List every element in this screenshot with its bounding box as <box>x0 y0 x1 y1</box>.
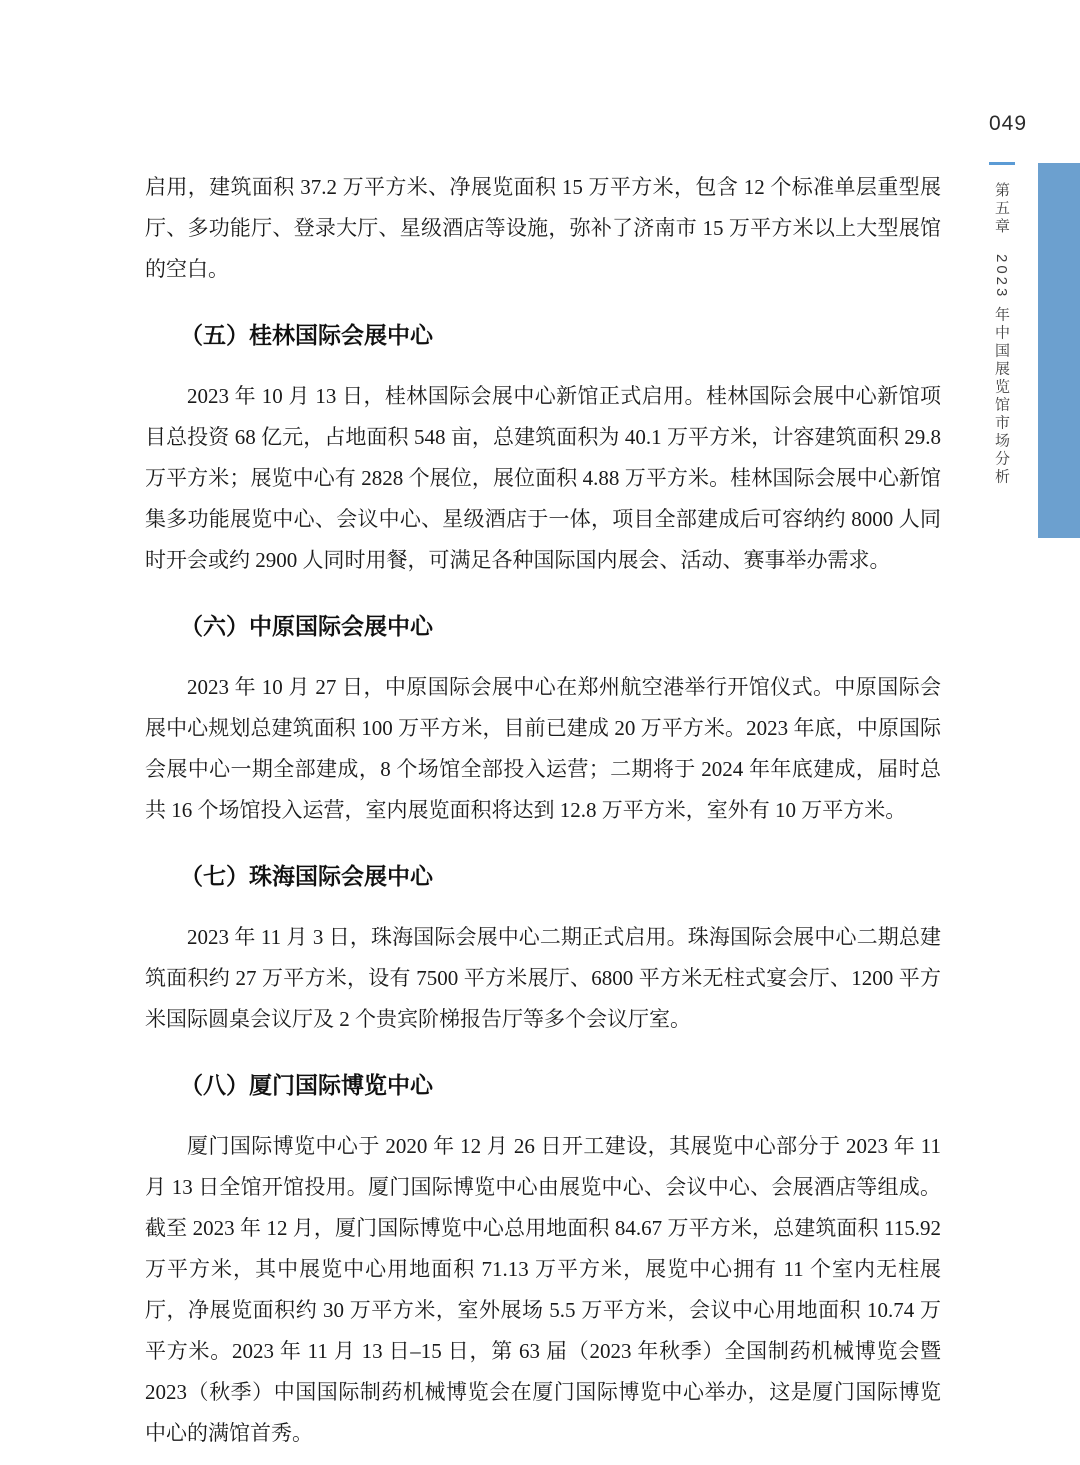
section-paragraph-7: 2023 年 11 月 3 日，珠海国际会展中心二期正式启用。珠海国际会展中心二期总建筑面积约 27 万平方米，设有 7500 平方米展厅、6800 平方米无柱式宴会厅、1200 平方米国际圆桌会议厅及 2 个贵宾阶梯报告厅等多个会议厅室。 <box>145 925 941 1031</box>
section-paragraph-5: 2023 年 10 月 13 日，桂林国际会展中心新馆正式启用。桂林国际会展中心新馆项目总投资 68 亿元，占地面积 548 亩，总建筑面积为 40.1 万平方米，计容建筑面积 29.8 万平方米；展览中心有 2828 个展位，展位面积 4.88 万平方米。桂林国际会展中心新馆集多功能展览中心、会议中心、星级酒店于一体，项目全部建成后可容纳约 8000 人同时开会或约 2900 人同时用餐，可满足各种国际国内展会、活动、赛事举办需求。 <box>145 384 941 572</box>
chapter-accent-band <box>1038 163 1080 538</box>
body-content <box>145 167 941 1454</box>
section-paragraph-8: 厦门国际博览中心于 2020 年 12 月 26 日开工建设，其展览中心部分于 2023 年 11 月 13 日全馆开馆投用。厦门国际博览中心由展览中心、会议中心、会展酒店等组成。截至 2023 年 12 月，厦门国际博览中心总用地面积 84.67 万平方米，总建筑面积 115.92 万平方米，其中展览中心用地面积 71.13 万平方米，展览中心拥有 11 个室内无柱展厅，净展览面积约 30 万平方米，室外展场 5.5 万平方米，会议中心用地面积 10.74 万平方米。2023 年 11 月 13 日–15 日，第 63 届（2023 年秋季）全国制药机械博览会暨 2023（秋季）中国国际制药机械博览会在厦门国际博览中心举办，这是厦门国际博览中心的满馆首秀。 <box>145 1134 941 1445</box>
page-number-rule <box>989 162 1015 165</box>
section-heading-7: （七）珠海国际会展中心 <box>180 863 433 889</box>
chapter-vertical-caption: 第五章 2023 年中国展览馆市场分析 <box>993 182 1010 487</box>
page-number: 049 <box>989 112 1028 135</box>
section-heading-5: （五）桂林国际会展中心 <box>180 322 433 348</box>
section-heading-6: （六）中原国际会展中心 <box>180 613 433 639</box>
section-paragraph-6: 2023 年 10 月 27 日，中原国际会展中心在郑州航空港举行开馆仪式。中原国际会展中心规划总建筑面积 100 万平方米，目前已建成 20 万平方米。2023 年底，中原国际会展中心一期全部建成，8 个场馆全部投入运营；二期将于 2024 年年底建成，届时总共 16 个场馆投入运营，室内展览面积将达到 12.8 万平方米，室外有 10 万平方米。 <box>145 675 941 822</box>
section-heading-8: （八）厦门国际博览中心 <box>180 1072 433 1098</box>
intro-paragraph: 启用，建筑面积 37.2 万平方米、净展览面积 15 万平方米，包含 12 个标准单层重型展厅、多功能厅、登录大厅、星级酒店等设施，弥补了济南市 15 万平方米以上大型展馆的空白。 <box>145 175 941 281</box>
